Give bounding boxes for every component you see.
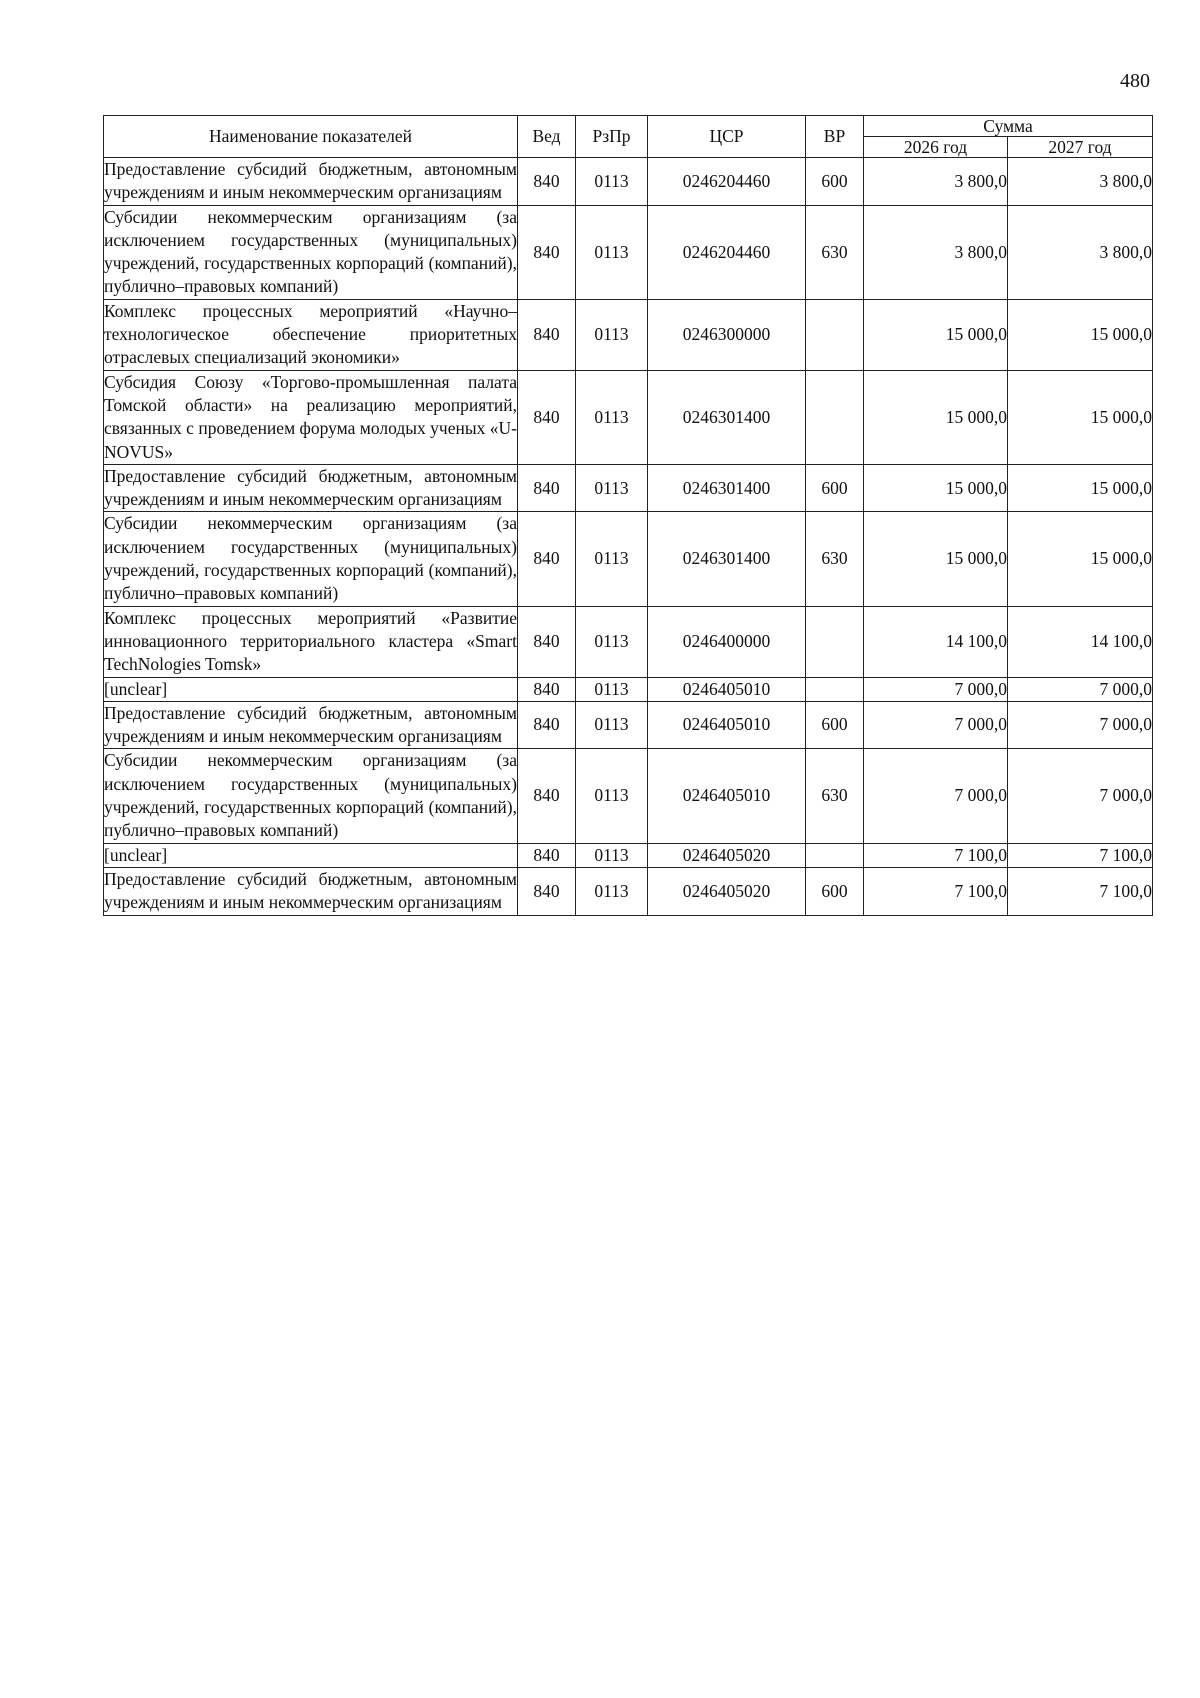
row-sum-2026: 3 800,0 (864, 205, 1008, 299)
row-sum-2026: 7 100,0 (864, 843, 1008, 867)
row-rzpr: 0113 (576, 749, 648, 843)
row-rzpr: 0113 (576, 158, 648, 206)
row-rzpr: 0113 (576, 677, 648, 701)
row-rzpr: 0113 (576, 606, 648, 677)
row-ved: 840 (518, 701, 576, 749)
row-vr: 600 (806, 867, 864, 915)
row-sum-2026: 7 000,0 (864, 677, 1008, 701)
row-ved: 840 (518, 158, 576, 206)
row-vr (806, 677, 864, 701)
header-vr: ВР (806, 116, 864, 158)
row-csr: 0246204460 (648, 158, 806, 206)
row-name: Комплекс процессных мероприятий «Развитие инновационного территориального кластера «Smart TechNologies Tomsk» (104, 606, 518, 677)
row-name: Субсидии некоммерческим организациям (за исключением государственных (муниципальных) учреждений, государственных корпораций (компаний), публично–правовых компаний) (104, 749, 518, 843)
row-vr: 600 (806, 701, 864, 749)
header-name: Наименование показателей (104, 116, 518, 158)
row-rzpr: 0113 (576, 843, 648, 867)
row-sum-2027: 14 100,0 (1008, 606, 1153, 677)
row-name: Субсидия Союзу «Торгово-промышленная палата Томской области» на реализацию мероприятий, связанных с проведением форума молодых ученых «U-NOVUS» (104, 370, 518, 464)
row-name: Предоставление субсидий бюджетным, автономным учреждениям и иным некоммерческим организациям (104, 464, 518, 512)
row-name: Предоставление субсидий бюджетным, автономным учреждениям и иным некоммерческим организациям (104, 158, 518, 206)
row-rzpr: 0113 (576, 299, 648, 370)
row-vr: 630 (806, 512, 864, 606)
row-sum-2026: 14 100,0 (864, 606, 1008, 677)
row-vr: 630 (806, 205, 864, 299)
row-sum-2027: 15 000,0 (1008, 299, 1153, 370)
row-csr: 0246204460 (648, 205, 806, 299)
row-sum-2027: 15 000,0 (1008, 512, 1153, 606)
row-name: Субсидии некоммерческим организациям (за исключением государственных (муниципальных) учреждений, государственных корпораций (компаний), публично–правовых компаний) (104, 512, 518, 606)
table-row (104, 677, 1153, 701)
row-sum-2027: 3 800,0 (1008, 205, 1153, 299)
row-csr: 0246405010 (648, 749, 806, 843)
page-number: 480 (1120, 70, 1150, 92)
row-ved: 840 (518, 749, 576, 843)
row-ved: 840 (518, 867, 576, 915)
row-rzpr: 0113 (576, 464, 648, 512)
row-vr: 600 (806, 464, 864, 512)
table-row (104, 370, 1153, 464)
row-ved: 840 (518, 606, 576, 677)
header-year-2027: 2027 год (1008, 137, 1153, 158)
row-sum-2026: 15 000,0 (864, 370, 1008, 464)
row-csr: 0246301400 (648, 464, 806, 512)
row-name: Предоставление субсидий бюджетным, автономным учреждениям и иным некоммерческим организациям (104, 701, 518, 749)
table-row (104, 205, 1153, 299)
row-csr: 0246405010 (648, 677, 806, 701)
row-ved: 840 (518, 205, 576, 299)
row-csr: 0246405010 (648, 701, 806, 749)
row-name: [unclear] (104, 843, 518, 867)
row-vr (806, 843, 864, 867)
row-sum-2026: 7 100,0 (864, 867, 1008, 915)
row-ved: 840 (518, 677, 576, 701)
table-row (104, 512, 1153, 606)
row-sum-2027: 15 000,0 (1008, 370, 1153, 464)
row-rzpr: 0113 (576, 370, 648, 464)
table-row (104, 299, 1153, 370)
row-csr: 0246405020 (648, 843, 806, 867)
row-rzpr: 0113 (576, 701, 648, 749)
header-csr: ЦСР (648, 116, 806, 158)
row-sum-2027: 7 000,0 (1008, 701, 1153, 749)
table-row (104, 867, 1153, 915)
row-ved: 840 (518, 464, 576, 512)
row-sum-2026: 3 800,0 (864, 158, 1008, 206)
table-header-row (104, 116, 1153, 137)
row-sum-2026: 7 000,0 (864, 701, 1008, 749)
row-ved: 840 (518, 370, 576, 464)
row-sum-2026: 15 000,0 (864, 512, 1008, 606)
header-ved: Вед (518, 116, 576, 158)
row-sum-2026: 7 000,0 (864, 749, 1008, 843)
row-rzpr: 0113 (576, 867, 648, 915)
table-row (104, 464, 1153, 512)
table-row (104, 606, 1153, 677)
table-row (104, 701, 1153, 749)
row-vr (806, 606, 864, 677)
budget-table (103, 115, 1153, 916)
row-sum-2026: 15 000,0 (864, 299, 1008, 370)
row-name: Субсидии некоммерческим организациям (за исключением государственных (муниципальных) учреждений, государственных корпораций (компаний), публично–правовых компаний) (104, 205, 518, 299)
row-csr: 0246301400 (648, 370, 806, 464)
header-rzpr: РзПр (576, 116, 648, 158)
row-vr: 630 (806, 749, 864, 843)
row-sum-2027: 7 000,0 (1008, 749, 1153, 843)
row-ved: 840 (518, 843, 576, 867)
row-name: [unclear] (104, 677, 518, 701)
row-ved: 840 (518, 512, 576, 606)
row-sum-2027: 15 000,0 (1008, 464, 1153, 512)
row-rzpr: 0113 (576, 205, 648, 299)
header-year-2026: 2026 год (864, 137, 1008, 158)
row-csr: 0246400000 (648, 606, 806, 677)
row-ved: 840 (518, 299, 576, 370)
row-name: Комплекс процессных мероприятий «Научно–технологическое обеспечение приоритетных отраслевых специализаций экономики» (104, 299, 518, 370)
row-sum-2026: 15 000,0 (864, 464, 1008, 512)
row-sum-2027: 7 100,0 (1008, 867, 1153, 915)
row-csr: 0246300000 (648, 299, 806, 370)
row-vr (806, 299, 864, 370)
row-name: Предоставление субсидий бюджетным, автономным учреждениям и иным некоммерческим организациям (104, 867, 518, 915)
row-csr: 0246301400 (648, 512, 806, 606)
row-sum-2027: 7 000,0 (1008, 677, 1153, 701)
table-row (104, 749, 1153, 843)
row-sum-2027: 3 800,0 (1008, 158, 1153, 206)
header-sum: Сумма (864, 116, 1153, 137)
row-csr: 0246405020 (648, 867, 806, 915)
row-vr: 600 (806, 158, 864, 206)
table-row (104, 843, 1153, 867)
table-row (104, 158, 1153, 206)
row-vr (806, 370, 864, 464)
row-rzpr: 0113 (576, 512, 648, 606)
row-sum-2027: 7 100,0 (1008, 843, 1153, 867)
